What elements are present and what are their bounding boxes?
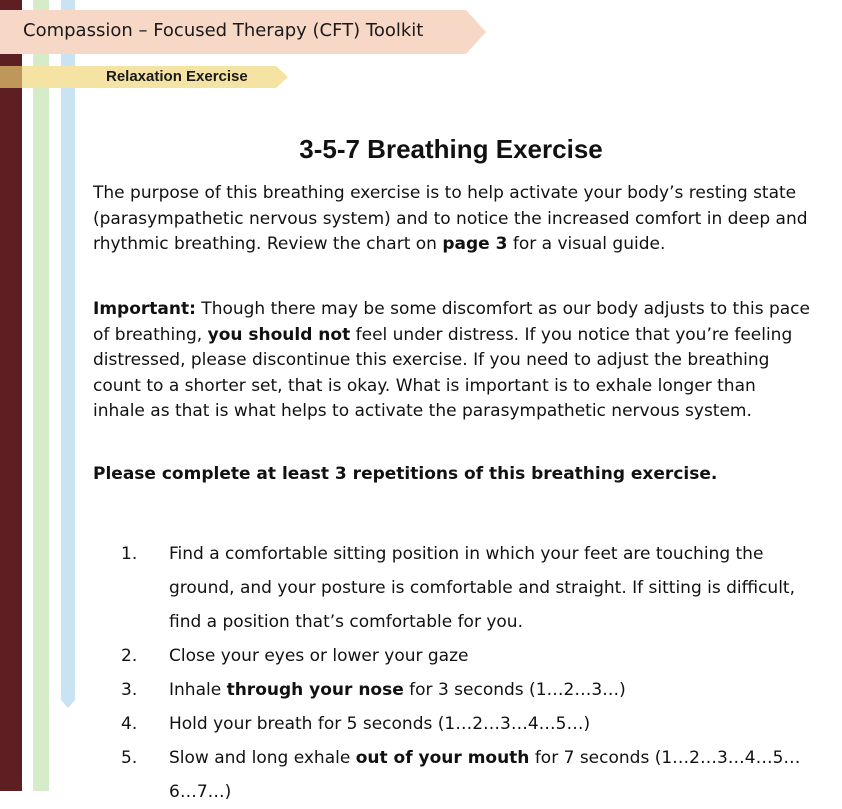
step-number: 5. bbox=[121, 748, 138, 768]
step-number: 1. bbox=[121, 544, 138, 564]
step-text bbox=[169, 741, 813, 809]
step-text bbox=[169, 673, 813, 707]
step-item bbox=[93, 673, 813, 707]
important-text-end: feel under distress. If you notice that you’re feeling distressed, please discontinue this exercise. If you need to adjust the breathing count to a shorter set, that is okay. What is important is to exhale longer than inhale as that is what helps to activate the parasympathetic nervous system. bbox=[93, 324, 793, 421]
section-label: Relaxation Exercise bbox=[106, 68, 248, 85]
repetition-instruction: Please complete at least 3 repetitions of this breathing exercise. bbox=[93, 464, 718, 484]
important-paragraph bbox=[93, 297, 813, 425]
step-text-part: for 7 seconds (1…2…3…4…5…6…7…) bbox=[169, 748, 801, 802]
blue-side-stripe bbox=[61, 0, 75, 700]
purpose-page-ref: page 3 bbox=[442, 234, 508, 254]
section-banner-accent bbox=[0, 66, 22, 88]
step-item bbox=[93, 707, 813, 741]
step-text-part: Close your eyes or lower your gaze bbox=[169, 646, 469, 666]
purpose-text: The purpose of this breathing exercise is to help activate your body’s resting state (parasympathetic nervous system) and to notice the increased comfort in deep and rhythmic breathing. Review the chart on bbox=[93, 183, 808, 254]
step-text bbox=[169, 537, 813, 639]
maroon-side-stripe bbox=[0, 0, 22, 791]
step-text-part: Hold your breath for 5 seconds (1…2…3…4…5…) bbox=[169, 714, 591, 734]
step-text bbox=[169, 639, 813, 673]
purpose-paragraph bbox=[93, 181, 813, 258]
purpose-text-end: for a visual guide. bbox=[507, 234, 666, 254]
blue-stripe-arrow-tip bbox=[61, 700, 75, 708]
step-number: 3. bbox=[121, 680, 138, 700]
step-item bbox=[93, 741, 813, 809]
step-item bbox=[93, 537, 813, 639]
important-label: Important: bbox=[93, 299, 196, 319]
step-text-part: Find a comfortable sitting position in which your feet are touching the ground, and your posture is comfortable and straight. If sitting is difficult, find a position that’s comfortable for you. bbox=[169, 544, 795, 632]
important-emphasis: you should not bbox=[207, 324, 351, 345]
document-title: 3-5-7 Breathing Exercise bbox=[299, 134, 603, 164]
step-text-part: Slow and long exhale bbox=[169, 748, 356, 768]
step-text-bold: through your nose bbox=[226, 680, 404, 700]
step-number: 4. bbox=[121, 714, 138, 734]
toolkit-title: Compassion – Focused Therapy (CFT) Toolkit bbox=[23, 20, 424, 41]
step-item bbox=[93, 639, 813, 673]
step-text-part: for 3 seconds (1…2…3…) bbox=[403, 680, 626, 700]
step-number: 2. bbox=[121, 646, 138, 666]
step-text bbox=[169, 707, 813, 741]
green-side-stripe bbox=[33, 0, 49, 791]
steps-list bbox=[93, 537, 813, 809]
important-text: Though there may be some discomfort as our body adjusts to this pace of breathing, bbox=[93, 299, 810, 345]
step-text-part: Inhale bbox=[169, 680, 227, 700]
step-text-bold: out of your mouth bbox=[355, 748, 530, 768]
